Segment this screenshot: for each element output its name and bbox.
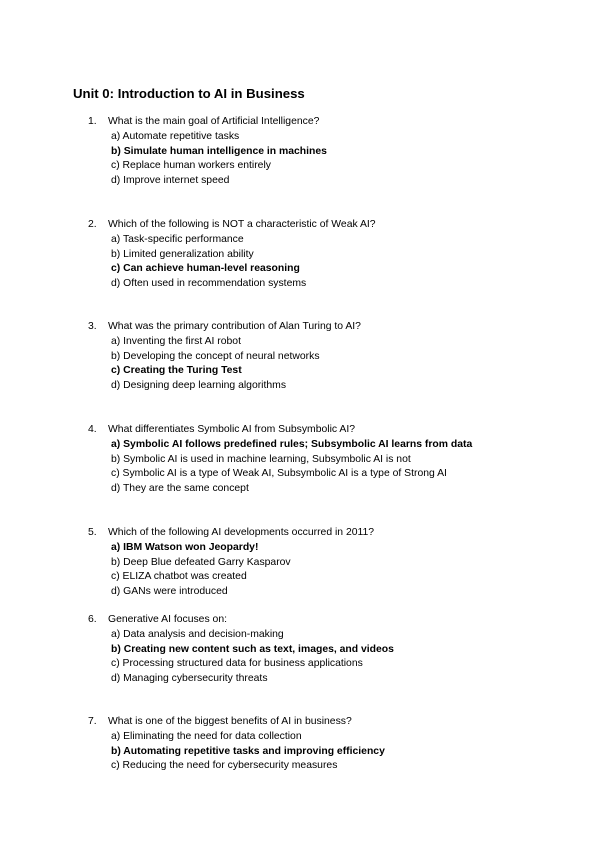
answer-option: c) Replace human workers entirely	[111, 160, 271, 172]
correct-answer-option: b) Creating new content such as text, images, and videos	[111, 643, 394, 655]
answer-option: d) Managing cybersecurity threats	[111, 673, 268, 685]
answer-option: d) Improve internet speed	[111, 175, 230, 187]
correct-answer-option: a) IBM Watson won Jeopardy!	[111, 541, 259, 553]
question-text: Which of the following AI developments occurred in 2011?	[108, 527, 375, 538]
question-text: Generative AI focuses on:	[108, 614, 227, 625]
question-number: 5.	[88, 527, 97, 538]
question-number: 1.	[88, 116, 97, 127]
question-number: 3.	[88, 321, 97, 332]
question-number: 4.	[88, 424, 97, 435]
question-2	[88, 218, 376, 292]
page-title: Unit 0: Introduction to AI in Business	[73, 86, 305, 101]
answer-option: c) Symbolic AI is a type of Weak AI, Subsymbolic AI is a type of Strong AI	[111, 468, 447, 480]
answer-option: a) Eliminating the need for data collection	[111, 730, 302, 742]
answer-option: a) Task-specific performance	[111, 233, 244, 245]
answer-option: c) ELIZA chatbot was created	[111, 571, 247, 583]
question-text: What was the primary contribution of Alan Turing to AI?	[108, 321, 361, 332]
question-number: 2.	[88, 219, 97, 230]
answer-option: a) Inventing the first AI robot	[111, 335, 241, 347]
answer-option: d) They are the same concept	[111, 483, 249, 495]
question-1	[88, 115, 327, 189]
answer-option: a) Automate repetitive tasks	[111, 130, 240, 142]
answer-option: b) Developing the concept of neural networks	[111, 350, 320, 362]
answer-option: c) Reducing the need for cybersecurity measures	[111, 760, 338, 772]
correct-answer-option: b) Simulate human intelligence in machines	[111, 145, 327, 157]
answer-option: b) Symbolic AI is used in machine learning, Subsymbolic AI is not	[111, 453, 411, 465]
answer-option: d) Designing deep learning algorithms	[111, 380, 287, 392]
answer-option: b) Deep Blue defeated Garry Kasparov	[111, 556, 291, 568]
question-text: What differentiates Symbolic AI from Subsymbolic AI?	[108, 424, 355, 435]
correct-answer-option: a) Symbolic AI follows predefined rules; Subsymbolic AI learns from data	[111, 438, 473, 450]
answer-option: b) Limited generalization ability	[111, 248, 254, 260]
question-3	[88, 320, 361, 394]
question-number: 6.	[88, 614, 97, 625]
correct-answer-option: b) Automating repetitive tasks and improving efficiency	[111, 745, 385, 757]
question-6	[88, 613, 394, 687]
correct-answer-option: c) Can achieve human-level reasoning	[111, 263, 300, 275]
question-text: What is the main goal of Artificial Intelligence?	[108, 116, 320, 127]
question-text: Which of the following is NOT a characteristic of Weak AI?	[108, 219, 376, 230]
question-number: 7.	[88, 716, 97, 727]
answer-option: a) Data analysis and decision-making	[111, 628, 284, 640]
answer-option: c) Processing structured data for business applications	[111, 658, 363, 670]
question-text: What is one of the biggest benefits of AI in business?	[108, 716, 352, 727]
correct-answer-option: c) Creating the Turing Test	[111, 365, 242, 377]
answer-option: d) Often used in recommendation systems	[111, 278, 307, 290]
question-7	[88, 715, 385, 774]
answer-option: d) GANs were introduced	[111, 586, 228, 598]
question-5	[88, 526, 374, 600]
question-4	[88, 423, 472, 497]
